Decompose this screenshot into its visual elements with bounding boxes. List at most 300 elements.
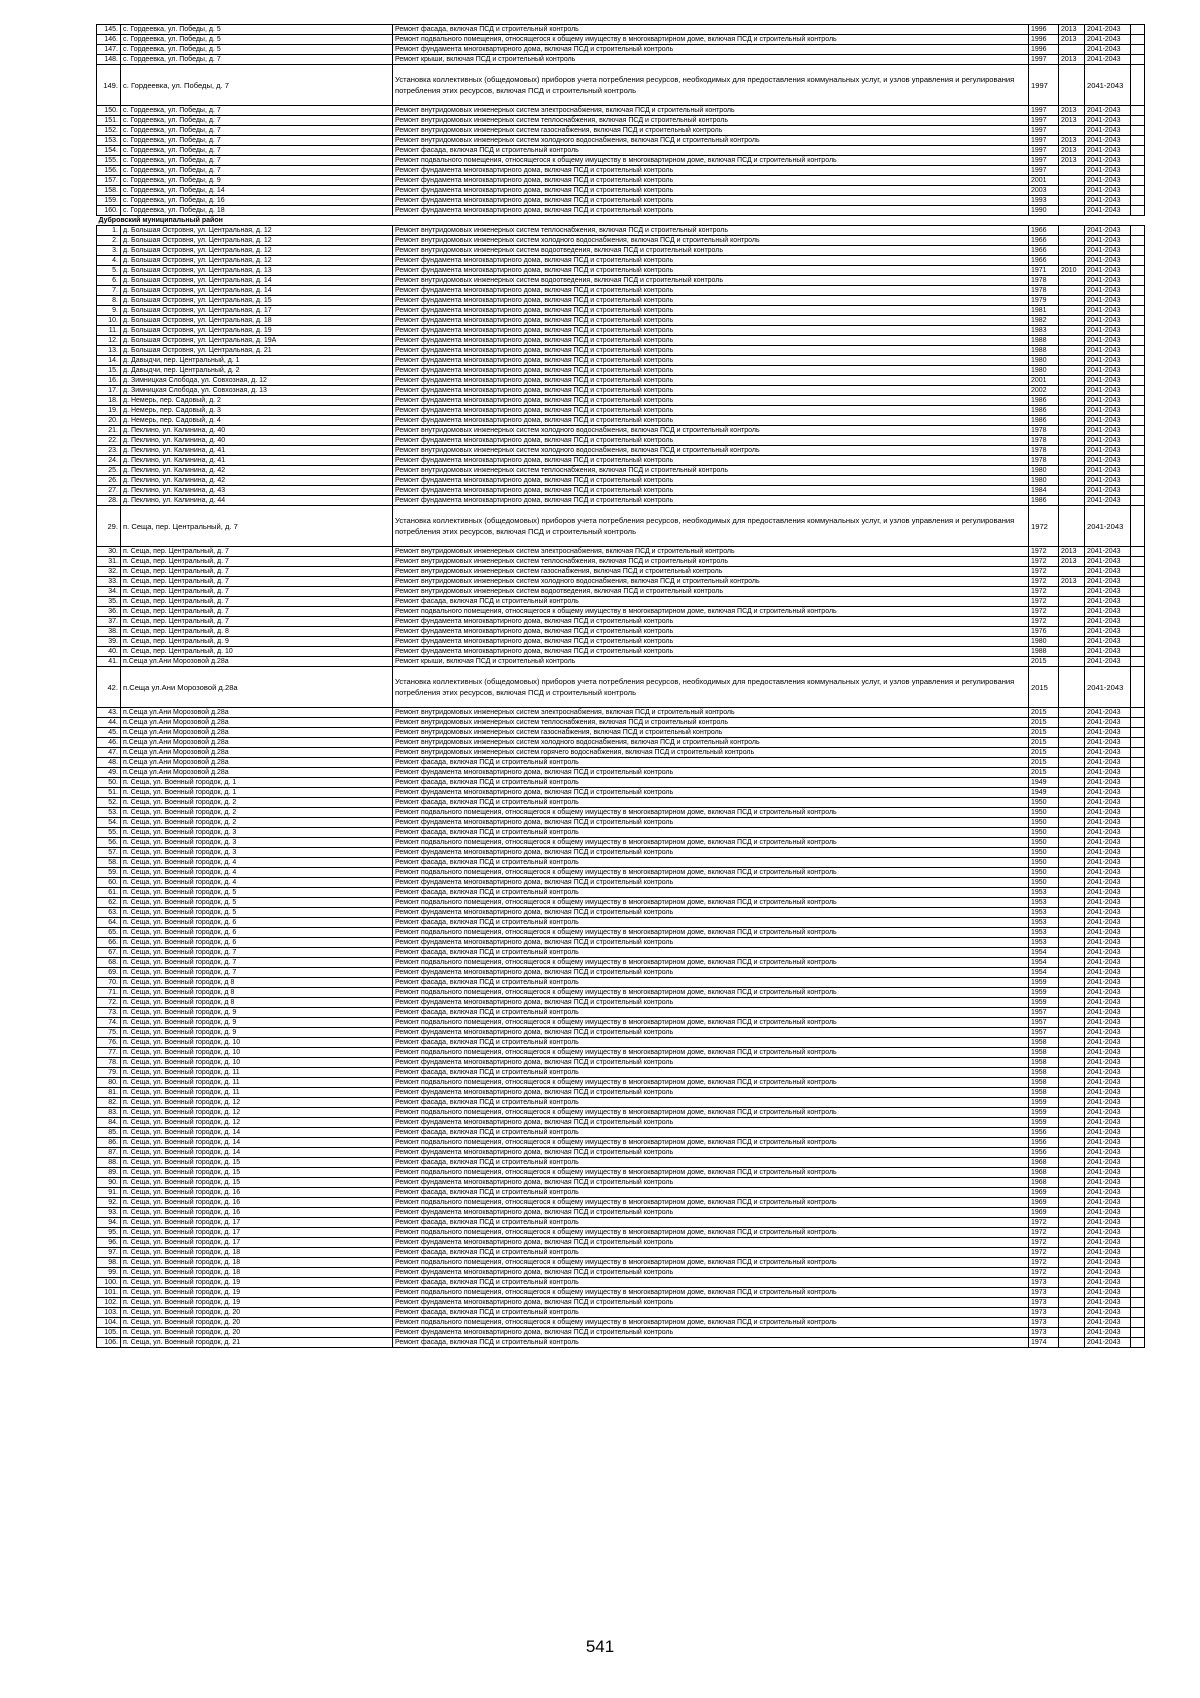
address-cell: п.Сеща ул.Ани Морозовой д.28а	[121, 728, 393, 738]
empty-cell	[1131, 446, 1145, 456]
build-year-cell: 1972	[1029, 587, 1059, 597]
address-cell: д. Пеклино, ул. Калинина, д. 41	[121, 456, 393, 466]
planned-period-cell: 2041-2043	[1085, 226, 1131, 236]
table-row	[97, 506, 1145, 547]
row-number-cell: 149.	[97, 65, 121, 106]
work-type-cell: Ремонт фасада, включая ПСД и строительный контроль	[393, 1218, 1029, 1228]
build-year-cell: 1973	[1029, 1288, 1059, 1298]
empty-cell	[1131, 336, 1145, 346]
last-repair-year-cell	[1059, 808, 1085, 818]
planned-period-cell: 2041-2043	[1085, 276, 1131, 286]
last-repair-year-cell	[1059, 597, 1085, 607]
empty-cell	[1131, 708, 1145, 718]
work-type-cell: Ремонт фундамента многоквартирного дома, включая ПСД и строительный контроль	[393, 306, 1029, 316]
planned-period-cell: 2041-2043	[1085, 1198, 1131, 1208]
last-repair-year-cell: 2013	[1059, 116, 1085, 126]
address-cell: п. Сеща, ул. Военный городок, д. 3	[121, 828, 393, 838]
work-type-cell: Ремонт внутридомовых инженерных систем теплоснабжения, включая ПСД и строительный контроль	[393, 466, 1029, 476]
last-repair-year-cell	[1059, 748, 1085, 758]
work-type-cell: Ремонт внутридомовых инженерных систем водоотведения, включая ПСД и строительный контроль	[393, 276, 1029, 286]
build-year-cell: 1950	[1029, 858, 1059, 868]
address-cell: с. Гордеевка, ул. Победы, д. 7	[121, 166, 393, 176]
empty-cell	[1131, 958, 1145, 968]
address-cell: п. Сеща, ул. Военный городок, д. 21	[121, 1338, 393, 1348]
row-number-cell: 37.	[97, 617, 121, 627]
empty-cell	[1131, 1268, 1145, 1278]
table-row	[97, 938, 1145, 948]
table-row	[97, 326, 1145, 336]
row-number-cell: 87.	[97, 1148, 121, 1158]
build-year-cell: 1972	[1029, 506, 1059, 547]
build-year-cell: 2015	[1029, 708, 1059, 718]
planned-period-cell: 2041-2043	[1085, 106, 1131, 116]
work-type-cell: Ремонт фундамента многоквартирного дома, включая ПСД и строительный контроль	[393, 1328, 1029, 1338]
table-row	[97, 246, 1145, 256]
build-year-cell: 1988	[1029, 336, 1059, 346]
row-number-cell: 46.	[97, 738, 121, 748]
table-row	[97, 166, 1145, 176]
work-type-cell: Ремонт фундамента многоквартирного дома, включая ПСД и строительный контроль	[393, 1118, 1029, 1128]
build-year-cell: 1978	[1029, 286, 1059, 296]
build-year-cell: 1997	[1029, 146, 1059, 156]
planned-period-cell: 2041-2043	[1085, 918, 1131, 928]
empty-cell	[1131, 106, 1145, 116]
last-repair-year-cell: 2013	[1059, 146, 1085, 156]
last-repair-year-cell	[1059, 968, 1085, 978]
empty-cell	[1131, 1008, 1145, 1018]
table-row	[97, 1248, 1145, 1258]
work-type-cell: Ремонт подвального помещения, относящегося к общему имуществу в многоквартирном доме, включая ПСД и строительный контроль	[393, 1258, 1029, 1268]
planned-period-cell: 2041-2043	[1085, 426, 1131, 436]
row-number-cell: 30.	[97, 547, 121, 557]
planned-period-cell: 2041-2043	[1085, 1218, 1131, 1228]
work-type-cell: Ремонт фундамента многоквартирного дома, включая ПСД и строительный контроль	[393, 938, 1029, 948]
row-number-cell: 41.	[97, 657, 121, 667]
address-cell: п. Сеща, ул. Военный городок, д. 5	[121, 908, 393, 918]
work-type-cell: Ремонт фундамента многоквартирного дома, включая ПСД и строительный контроль	[393, 627, 1029, 637]
planned-period-cell: 2041-2043	[1085, 1188, 1131, 1198]
row-number-cell: 16.	[97, 376, 121, 386]
empty-cell	[1131, 647, 1145, 657]
empty-cell	[1131, 918, 1145, 928]
address-cell: п.Сеща ул.Ани Морозовой д.28а	[121, 718, 393, 728]
build-year-cell: 1954	[1029, 968, 1059, 978]
row-number-cell: 92.	[97, 1198, 121, 1208]
address-cell: п. Сеща, ул. Военный городок, д. 16	[121, 1198, 393, 1208]
address-cell: д. Пеклино, ул. Калинина, д. 40	[121, 436, 393, 446]
empty-cell	[1131, 496, 1145, 506]
table-row	[97, 376, 1145, 386]
build-year-cell: 1980	[1029, 476, 1059, 486]
build-year-cell: 1980	[1029, 356, 1059, 366]
row-number-cell: 6.	[97, 276, 121, 286]
planned-period-cell: 2041-2043	[1085, 1158, 1131, 1168]
empty-cell	[1131, 436, 1145, 446]
row-number-cell: 96.	[97, 1238, 121, 1248]
planned-period-cell: 2041-2043	[1085, 898, 1131, 908]
table-row	[97, 828, 1145, 838]
address-cell: п. Сеща, ул. Военный городок, д. 7	[121, 958, 393, 968]
empty-cell	[1131, 1178, 1145, 1188]
last-repair-year-cell	[1059, 426, 1085, 436]
table-row	[97, 858, 1145, 868]
last-repair-year-cell: 2013	[1059, 55, 1085, 65]
build-year-cell: 1971	[1029, 266, 1059, 276]
planned-period-cell: 2041-2043	[1085, 1138, 1131, 1148]
build-year-cell: 1953	[1029, 908, 1059, 918]
row-number-cell: 14.	[97, 356, 121, 366]
last-repair-year-cell	[1059, 226, 1085, 236]
last-repair-year-cell	[1059, 1028, 1085, 1038]
work-type-cell: Ремонт подвального помещения, относящегося к общему имуществу в многоквартирном доме, включая ПСД и строительный контроль	[393, 1018, 1029, 1028]
empty-cell	[1131, 738, 1145, 748]
row-number-cell: 76.	[97, 1038, 121, 1048]
planned-period-cell: 2041-2043	[1085, 798, 1131, 808]
row-number-cell: 23.	[97, 446, 121, 456]
build-year-cell: 1959	[1029, 1118, 1059, 1128]
address-cell: п. Сеща, ул. Военный городок, д. 7	[121, 968, 393, 978]
work-type-cell: Ремонт фундамента многоквартирного дома, включая ПСД и строительный контроль	[393, 1058, 1029, 1068]
row-number-cell: 2.	[97, 236, 121, 246]
row-number-cell: 11.	[97, 326, 121, 336]
address-cell: п. Сеща, пер. Центральный, д. 7	[121, 547, 393, 557]
row-number-cell: 151.	[97, 116, 121, 126]
row-number-cell: 106.	[97, 1338, 121, 1348]
address-cell: п. Сеща, пер. Центральный, д. 7	[121, 577, 393, 587]
work-type-cell: Ремонт фундамента многоквартирного дома, включая ПСД и строительный контроль	[393, 496, 1029, 506]
last-repair-year-cell	[1059, 466, 1085, 476]
table-row	[97, 1168, 1145, 1178]
work-type-cell: Ремонт подвального помещения, относящегося к общему имуществу в многоквартирном доме, включая ПСД и строительный контроль	[393, 1318, 1029, 1328]
table-row	[97, 718, 1145, 728]
table-row	[97, 1308, 1145, 1318]
table-row	[97, 1238, 1145, 1248]
table-body	[97, 25, 1145, 1348]
table-row	[97, 928, 1145, 938]
planned-period-cell: 2041-2043	[1085, 236, 1131, 246]
work-type-cell: Ремонт внутридомовых инженерных систем газоснабжения, включая ПСД и строительный контроль	[393, 567, 1029, 577]
last-repair-year-cell	[1059, 406, 1085, 416]
last-repair-year-cell	[1059, 928, 1085, 938]
build-year-cell: 1997	[1029, 116, 1059, 126]
work-type-cell: Ремонт внутридомовых инженерных систем теплоснабжения, включая ПСД и строительный контроль	[393, 557, 1029, 567]
address-cell: п. Сеща, ул. Военный городок, д. 4	[121, 858, 393, 868]
row-number-cell: 53.	[97, 808, 121, 818]
table-row	[97, 1118, 1145, 1128]
work-type-cell: Ремонт фундамента многоквартирного дома, включая ПСД и строительный контроль	[393, 1298, 1029, 1308]
last-repair-year-cell	[1059, 567, 1085, 577]
planned-period-cell: 2041-2043	[1085, 617, 1131, 627]
work-type-cell: Ремонт фасада, включая ПСД и строительный контроль	[393, 597, 1029, 607]
last-repair-year-cell	[1059, 908, 1085, 918]
last-repair-year-cell	[1059, 647, 1085, 657]
build-year-cell: 1973	[1029, 1298, 1059, 1308]
build-year-cell: 1978	[1029, 456, 1059, 466]
planned-period-cell: 2041-2043	[1085, 868, 1131, 878]
address-cell: с. Гордеевка, ул. Победы, д. 7	[121, 136, 393, 146]
planned-period-cell: 2041-2043	[1085, 1288, 1131, 1298]
empty-cell	[1131, 828, 1145, 838]
work-type-cell: Ремонт фасада, включая ПСД и строительный контроль	[393, 978, 1029, 988]
planned-period-cell: 2041-2043	[1085, 476, 1131, 486]
build-year-cell: 2015	[1029, 667, 1059, 708]
address-cell: п. Сеща, ул. Военный городок, д. 2	[121, 818, 393, 828]
last-repair-year-cell: 2013	[1059, 547, 1085, 557]
last-repair-year-cell	[1059, 1098, 1085, 1108]
table-row	[97, 306, 1145, 316]
table-row	[97, 898, 1145, 908]
table-row	[97, 236, 1145, 246]
planned-period-cell: 2041-2043	[1085, 567, 1131, 577]
last-repair-year-cell: 2013	[1059, 136, 1085, 146]
row-number-cell: 157.	[97, 176, 121, 186]
address-cell: п. Сеща, ул. Военный городок, д. 5	[121, 898, 393, 908]
address-cell: с. Гордеевка, ул. Победы, д. 9	[121, 176, 393, 186]
planned-period-cell: 2041-2043	[1085, 808, 1131, 818]
empty-cell	[1131, 1188, 1145, 1198]
work-type-cell: Ремонт подвального помещения, относящегося к общему имуществу в многоквартирном доме, включая ПСД и строительный контроль	[393, 958, 1029, 968]
build-year-cell: 2003	[1029, 186, 1059, 196]
address-cell: п. Сеща, ул. Военный городок, д. 6	[121, 938, 393, 948]
planned-period-cell: 2041-2043	[1085, 627, 1131, 637]
empty-cell	[1131, 758, 1145, 768]
work-type-cell: Ремонт фасада, включая ПСД и строительный контроль	[393, 1278, 1029, 1288]
work-type-cell: Ремонт фундамента многоквартирного дома, включая ПСД и строительный контроль	[393, 617, 1029, 627]
work-type-cell: Ремонт внутридомовых инженерных систем холодного водоснабжения, включая ПСД и строительный контроль	[393, 136, 1029, 146]
build-year-cell: 1973	[1029, 1318, 1059, 1328]
build-year-cell: 1980	[1029, 637, 1059, 647]
table-row	[97, 456, 1145, 466]
address-cell: п. Сеща, ул. Военный городок, д. 12	[121, 1098, 393, 1108]
row-number-cell: 81.	[97, 1088, 121, 1098]
row-number-cell: 100.	[97, 1278, 121, 1288]
build-year-cell: 1950	[1029, 868, 1059, 878]
work-type-cell: Ремонт фасада, включая ПСД и строительный контроль	[393, 1248, 1029, 1258]
row-number-cell: 64.	[97, 918, 121, 928]
row-number-cell: 160.	[97, 206, 121, 216]
empty-cell	[1131, 938, 1145, 948]
build-year-cell: 1954	[1029, 948, 1059, 958]
last-repair-year-cell	[1059, 246, 1085, 256]
empty-cell	[1131, 667, 1145, 708]
table-row	[97, 276, 1145, 286]
table-row	[97, 647, 1145, 657]
build-year-cell: 1984	[1029, 486, 1059, 496]
planned-period-cell: 2041-2043	[1085, 888, 1131, 898]
empty-cell	[1131, 1068, 1145, 1078]
row-number-cell: 45.	[97, 728, 121, 738]
work-type-cell: Ремонт подвального помещения, относящегося к общему имуществу в многоквартирном доме, включая ПСД и строительный контроль	[393, 1108, 1029, 1118]
work-type-cell: Ремонт внутридомовых инженерных систем водоотведения, включая ПСД и строительный контроль	[393, 246, 1029, 256]
last-repair-year-cell	[1059, 1238, 1085, 1248]
table-row	[97, 1038, 1145, 1048]
table-row	[97, 176, 1145, 186]
table-row	[97, 266, 1145, 276]
last-repair-year-cell	[1059, 708, 1085, 718]
build-year-cell: 1973	[1029, 1328, 1059, 1338]
build-year-cell: 1957	[1029, 1018, 1059, 1028]
last-repair-year-cell	[1059, 286, 1085, 296]
planned-period-cell: 2041-2043	[1085, 1318, 1131, 1328]
table-row	[97, 346, 1145, 356]
row-number-cell: 97.	[97, 1248, 121, 1258]
build-year-cell: 1972	[1029, 617, 1059, 627]
table-row	[97, 356, 1145, 366]
table-row	[97, 868, 1145, 878]
address-cell: п. Сеща, ул. Военный городок, д. 17	[121, 1218, 393, 1228]
row-number-cell: 4.	[97, 256, 121, 266]
address-cell: п. Сеща, ул. Военный городок, д. 14	[121, 1128, 393, 1138]
empty-cell	[1131, 868, 1145, 878]
address-cell: д. Зимницкая Слобода, ул. Совхозная, д. 13	[121, 386, 393, 396]
build-year-cell: 1978	[1029, 446, 1059, 456]
address-cell: п. Сеща, ул. Военный городок, д. 11	[121, 1068, 393, 1078]
last-repair-year-cell	[1059, 1298, 1085, 1308]
table-row	[97, 667, 1145, 708]
planned-period-cell: 2041-2043	[1085, 637, 1131, 647]
work-type-cell: Ремонт фундамента многоквартирного дома, включая ПСД и строительный контроль	[393, 356, 1029, 366]
last-repair-year-cell	[1059, 728, 1085, 738]
address-cell: п. Сеща, пер. Центральный, д. 9	[121, 637, 393, 647]
planned-period-cell: 2041-2043	[1085, 908, 1131, 918]
empty-cell	[1131, 1278, 1145, 1288]
row-number-cell: 3.	[97, 246, 121, 256]
planned-period-cell: 2041-2043	[1085, 978, 1131, 988]
last-repair-year-cell	[1059, 1308, 1085, 1318]
row-number-cell: 31.	[97, 557, 121, 567]
empty-cell	[1131, 1078, 1145, 1088]
row-number-cell: 48.	[97, 758, 121, 768]
row-number-cell: 24.	[97, 456, 121, 466]
empty-cell	[1131, 858, 1145, 868]
planned-period-cell: 2041-2043	[1085, 748, 1131, 758]
table-row	[97, 1268, 1145, 1278]
address-cell: п. Сеща, ул. Военный городок, д. 11	[121, 1078, 393, 1088]
empty-cell	[1131, 547, 1145, 557]
table-row	[97, 466, 1145, 476]
row-number-cell: 86.	[97, 1138, 121, 1148]
empty-cell	[1131, 798, 1145, 808]
build-year-cell: 2015	[1029, 758, 1059, 768]
table-row	[97, 808, 1145, 818]
work-type-cell: Ремонт подвального помещения, относящегося к общему имуществу в многоквартирном доме, включая ПСД и строительный контроль	[393, 1228, 1029, 1238]
build-year-cell: 1958	[1029, 1058, 1059, 1068]
planned-period-cell: 2041-2043	[1085, 577, 1131, 587]
empty-cell	[1131, 1098, 1145, 1108]
row-number-cell: 68.	[97, 958, 121, 968]
build-year-cell: 1966	[1029, 256, 1059, 266]
row-number-cell: 17.	[97, 386, 121, 396]
address-cell: п. Сеща, ул. Военный городок, д. 10	[121, 1038, 393, 1048]
address-cell: п. Сеща, ул. Военный городок, д. 19	[121, 1298, 393, 1308]
empty-cell	[1131, 1038, 1145, 1048]
work-type-cell: Ремонт внутридомовых инженерных систем холодного водоснабжения, включая ПСД и строительный контроль	[393, 236, 1029, 246]
planned-period-cell: 2041-2043	[1085, 928, 1131, 938]
empty-cell	[1131, 316, 1145, 326]
work-type-cell: Ремонт подвального помещения, относящегося к общему имуществу в многоквартирном доме, включая ПСД и строительный контроль	[393, 898, 1029, 908]
address-cell: д. Зимницкая Слобода, ул. Совхозная, д. 12	[121, 376, 393, 386]
empty-cell	[1131, 728, 1145, 738]
build-year-cell: 1953	[1029, 928, 1059, 938]
row-number-cell: 33.	[97, 577, 121, 587]
row-number-cell: 159.	[97, 196, 121, 206]
work-type-cell: Ремонт фундамента многоквартирного дома, включая ПСД и строительный контроль	[393, 1238, 1029, 1248]
table-row	[97, 708, 1145, 718]
empty-cell	[1131, 426, 1145, 436]
build-year-cell: 1972	[1029, 1228, 1059, 1238]
address-cell: п. Сеща, ул. Военный городок, д. 9	[121, 1028, 393, 1038]
planned-period-cell: 2041-2043	[1085, 938, 1131, 948]
table-row	[97, 878, 1145, 888]
last-repair-year-cell	[1059, 496, 1085, 506]
table-row	[97, 798, 1145, 808]
work-type-cell: Ремонт фундамента многоквартирного дома, включая ПСД и строительный контроль	[393, 326, 1029, 336]
build-year-cell: 1972	[1029, 1238, 1059, 1248]
empty-cell	[1131, 156, 1145, 166]
empty-cell	[1131, 1088, 1145, 1098]
work-type-cell: Ремонт фасада, включая ПСД и строительный контроль	[393, 758, 1029, 768]
planned-period-cell: 2041-2043	[1085, 436, 1131, 446]
table-row	[97, 978, 1145, 988]
planned-period-cell: 2041-2043	[1085, 758, 1131, 768]
row-number-cell: 43.	[97, 708, 121, 718]
row-number-cell: 19.	[97, 406, 121, 416]
table-row	[97, 988, 1145, 998]
address-cell: д. Большая Островня, ул. Центральная, д. 12	[121, 226, 393, 236]
empty-cell	[1131, 908, 1145, 918]
row-number-cell: 44.	[97, 718, 121, 728]
build-year-cell: 1978	[1029, 276, 1059, 286]
build-year-cell: 1997	[1029, 126, 1059, 136]
address-cell: с. Гордеевка, ул. Победы, д. 5	[121, 45, 393, 55]
empty-cell	[1131, 286, 1145, 296]
build-year-cell: 1958	[1029, 1088, 1059, 1098]
build-year-cell: 1972	[1029, 577, 1059, 587]
last-repair-year-cell	[1059, 1318, 1085, 1328]
table-row	[97, 1178, 1145, 1188]
build-year-cell: 1969	[1029, 1188, 1059, 1198]
table-row	[97, 748, 1145, 758]
address-cell: п. Сеща, ул. Военный городок, д. 16	[121, 1208, 393, 1218]
row-number-cell: 55.	[97, 828, 121, 838]
build-year-cell: 1983	[1029, 326, 1059, 336]
planned-period-cell: 2041-2043	[1085, 718, 1131, 728]
work-type-cell: Ремонт фасада, включая ПСД и строительный контроль	[393, 25, 1029, 35]
last-repair-year-cell	[1059, 356, 1085, 366]
build-year-cell: 2015	[1029, 738, 1059, 748]
build-year-cell: 1986	[1029, 396, 1059, 406]
empty-cell	[1131, 1288, 1145, 1298]
planned-period-cell: 2041-2043	[1085, 1298, 1131, 1308]
empty-cell	[1131, 486, 1145, 496]
table-row	[97, 738, 1145, 748]
planned-period-cell: 2041-2043	[1085, 366, 1131, 376]
planned-period-cell: 2041-2043	[1085, 838, 1131, 848]
build-year-cell: 1958	[1029, 1048, 1059, 1058]
planned-period-cell: 2041-2043	[1085, 1058, 1131, 1068]
address-cell: п. Сеща, ул. Военный городок, д. 20	[121, 1308, 393, 1318]
build-year-cell: 1957	[1029, 1028, 1059, 1038]
planned-period-cell: 2041-2043	[1085, 25, 1131, 35]
build-year-cell: 1950	[1029, 828, 1059, 838]
work-type-cell: Ремонт внутридомовых инженерных систем газоснабжения, включая ПСД и строительный контроль	[393, 728, 1029, 738]
build-year-cell: 1956	[1029, 1148, 1059, 1158]
address-cell: с. Гордеевка, ул. Победы, д. 7	[121, 126, 393, 136]
row-number-cell: 158.	[97, 186, 121, 196]
table-row	[97, 557, 1145, 567]
last-repair-year-cell: 2013	[1059, 557, 1085, 567]
build-year-cell: 2015	[1029, 748, 1059, 758]
